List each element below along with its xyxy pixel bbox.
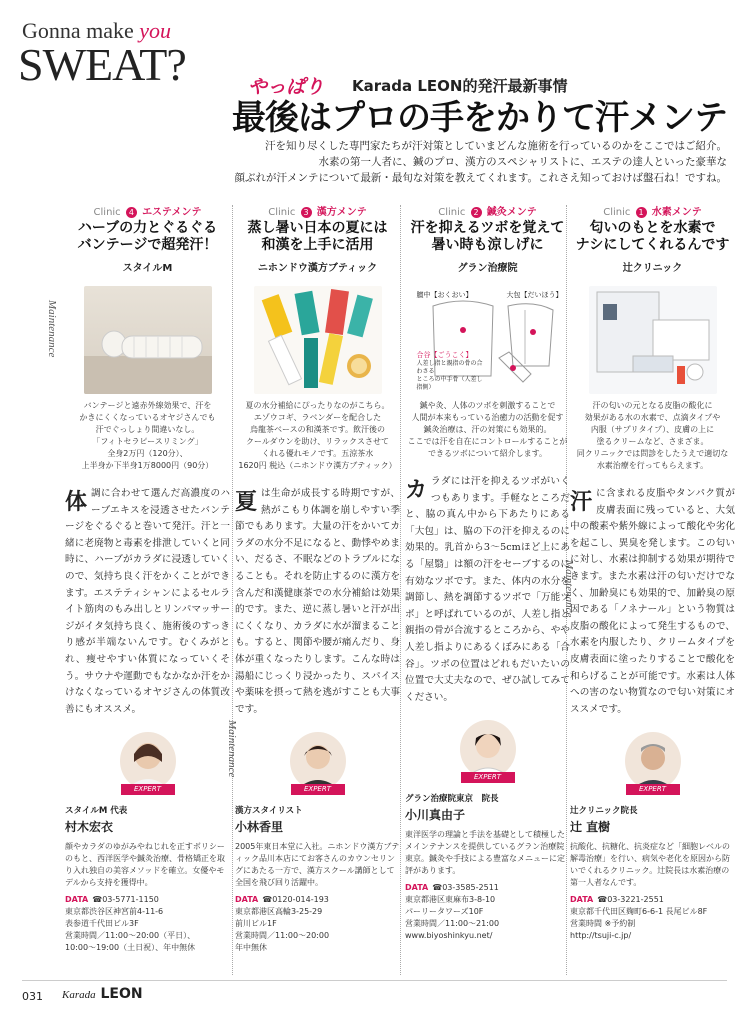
acupoint-diagram	[413, 286, 563, 394]
series-title-line1: Gonna make	[22, 18, 134, 43]
expert-badge: EXPERT	[461, 772, 515, 783]
expert-name: 村木宏衣	[65, 820, 114, 835]
tea-packages-illustration	[254, 286, 382, 394]
article-body: 体調に合わせて選んだ高濃度のハーブエキスを浸透させたバンテージをぐるぐると巻いて発汗。汗と一緒に老廃物と毒素を排泄していくと同時に、ハーブがカラダに浸透していくので、気持ち良く汗をかくことができます。エステティシャンによるセルライト筋肉のもみ出しとリンパマッサージがイタ気持ち良く、施術後のすっきり感が半端ないんです。むくみがとれ、痩せやすい体質になっていくそう。サウナや運動でもなかなか汗をかけなくなっているオヤジさんの体質改善にもオススメ。	[65, 488, 230, 715]
article-column	[235, 203, 400, 954]
clinic-name: スタイルM	[122, 263, 173, 274]
clinic-data: DATA ☎03-3221-2551 東京都千代田区麹町6-6-1 長尾ビル8F 営業時間 ※予約制 http://tsuji-c.jp/	[570, 895, 708, 941]
hydrogen-products-photo	[589, 286, 717, 394]
clinic-number-badge: 2	[471, 207, 482, 218]
expert-name: 辻 直樹	[570, 820, 611, 835]
photo-caption: 夏の水分補給にぴったりなのがこちら。 エゾウコギ、ラベンダーを配合した 烏龍茶ベースの和漢茶です。飲汗後の クールダウンを助け、リラックスさせて くれる優れモノです。五涼茶水 1620円 税込（ニホンドウ漢方ブティック）	[238, 401, 397, 470]
column-divider	[232, 205, 233, 975]
expert-description: 2005年東日本堂に入社。ニホンドウ漢方ブティック品川本店にてお客さんのカウンセリングにあたる一方で、漢方スクール講師として全国を飛び回り活躍中。	[235, 842, 400, 888]
expert-name: 小林香里	[235, 820, 284, 835]
photo-caption: 鍼や灸、人体のツボを刺激することで 人間が本来もっている治癒力の活動を促す 鍼灸治療は、汗の対策にも効果的。 ここでは汗を自在にコントロールすることが できるツボについて紹介します。	[407, 401, 568, 458]
expert-name: 小川真由子	[405, 808, 466, 823]
acupoint-label: 合谷【ごうこく】	[416, 351, 473, 359]
article-body: カラダには汗を抑えるツボがいくつもあります。手軽なところだと、脇の真ん中から下あたりにある「大包」は、脇の下の汗を抑えるのに効果的。乳首から3〜5cmほど上にある「屋翳」は額の汗をセーブするのに有効なツボです。また、体内の水分を調節し、熱を調節するツボで「万能ツボ」と呼ばれているのが、人差し指と親指の骨が合流するところから、やや人差し指よりにあるくぼみにある「合谷」。ツボの位置はどれもだいたいの位置で大丈夫なので、ぜひ試してみてください。	[405, 476, 570, 703]
expert-title: グラン治療院東京 院長	[405, 794, 499, 805]
expert-avatar	[460, 720, 516, 778]
lead-line: 顔ぶれが汗メンテについて最新・最旬な対策を教えてくれます。これさえ知っておけば盤石ね！ですね。	[234, 172, 727, 184]
lead-text	[232, 138, 727, 186]
clinic-number-badge: 1	[636, 207, 647, 218]
expert-badge: EXPERT	[121, 784, 175, 795]
portrait-icon	[290, 732, 346, 790]
hydrogen-packages-illustration	[589, 286, 717, 394]
article-column	[405, 203, 570, 942]
expert-badge: EXPERT	[291, 784, 345, 795]
column-title: 蒸し暑い日本の夏には 和漢を上手に活用	[247, 220, 388, 253]
drop-cap: 汗	[570, 489, 593, 515]
expert-avatar	[625, 732, 681, 790]
expert-title: スタイルM 代表	[65, 806, 128, 817]
clinic-genre: 水素メンテ	[651, 207, 702, 218]
article-body: 夏は生命が成長する時期ですが、熱がこもり体調を崩しやすい季節でもあります。大量の汗をかいてカラダの水分不足になると、動悸やめまい、だるさ、不眠などのトラブルになることも。それを防止するのに漢方を含んだ和漢健康茶での水分補給は効果的です。また、逆に蒸し暑いと汗が出にくくなり、カラダに水が溜まることも。すると、関節や腰が痛んだり、身体が重くなったりします。こんな時は湯船にじっくり浸かったり、スパイスや薬味を摂って熱を逃がすことも大事です。	[235, 488, 400, 715]
series-title-you: you	[139, 18, 172, 43]
expert-avatar	[290, 732, 346, 790]
expert-description: 東洋医学の理論と手法を基礎として積極したメインテナンスを提供しているグラン治療院東京。鍼灸や手技による豊富なメニューに定評があります。	[405, 830, 565, 876]
expert-avatar	[120, 732, 176, 790]
lead-line: 汗を知り尽くした専門家たちが汗対策としていまどんな施術を行っているのかをここではご紹介。	[265, 140, 727, 152]
headline-kicker: Karada LEON的発汗最新事情	[352, 77, 568, 95]
side-label: Maintenance	[563, 560, 575, 618]
expert-title: 漢方スタイリスト	[235, 806, 303, 817]
series-title-sweat: SWEAT?	[18, 39, 186, 90]
clinic-label: Clinic 1 水素メンテ	[603, 207, 702, 218]
clinic-label: Clinic 2 鍼灸メンテ	[438, 207, 537, 218]
clinic-data: DATA ☎0120-014-193 東京都港区高輪3-25-29 前川ビル1F 営業時間／11:00〜20:00 年中無休	[235, 895, 330, 953]
clinic-number-badge: 3	[301, 207, 312, 218]
footer-rule	[22, 980, 727, 981]
article-body: 汗に含まれる皮脂やタンパク質が皮膚表面に残っていると、大気中の酸素や紫外線によって酸化や劣化を起こし、異臭を発します。この匂いに対し、水素は抑制する効果が期待できます。また水素は汗の匂いだけでなく、加齢臭にも効果的で、加齢臭の原因である「ノネナール」という物質は皮脂の酸化によって発生するもので、水素を内服したり、クリームタイプを皮膚表面に塗ったりすることで酸化を和らげることが可能です。水素は人体への害のない物質なので匂い対策にオススメです。	[570, 488, 735, 715]
photo-caption: バンテージと遠赤外線効果で、汗を かきにくくなっているオヤジさんでも 汗でぐっしょり間違いなし。 「フィトセラピースリミング」 全身2万円（120分）、 上半身か下半身1万8000円（90分）	[79, 401, 216, 470]
portrait-icon	[120, 732, 176, 790]
column-title: 匂いのもとを水素で ナシにしてくれるんです	[575, 220, 730, 253]
expert-description: 抗酸化、抗糖化、抗炎症など「細胞レベルの解毒治療」を行い、病気や老化を原因から防いでくれるクリニック。辻院長は水素治療の第一人者なんです。	[570, 842, 730, 888]
side-label: Maintenance	[46, 300, 58, 358]
wrapped-person-illustration	[84, 286, 212, 394]
tea-products-photo	[254, 286, 382, 394]
photo-caption: 汗の匂いの元となる皮脂の酸化に 効果がある水の水素で、点滴タイプや 内服（サプリタイプ）、皮膚の上に 塗るクリームなど、さまざま。 同クリニックでは問診をしたうえで適切な 水素治療を行ってもらえます。	[576, 401, 729, 470]
clinic-name: ニホンドウ漢方ブティック	[257, 263, 378, 274]
clinic-genre: エステメンテ	[142, 207, 202, 218]
clinic-label: Clinic 4 エステメンテ	[93, 207, 202, 218]
clinic-name: 辻クリニック	[622, 263, 683, 274]
headline-kicker-accent: やっぱり	[248, 76, 325, 98]
clinic-data: DATA ☎03-5771-1150 東京都渋谷区神宮前4-11-6 表参道千代田ビル3F 営業時間／11:00〜20:00（平日）、 10:00〜19:00（土日祝）、年中無休	[65, 895, 196, 953]
expert-title: 辻クリニック院長	[570, 806, 638, 817]
column-title: ハーブの力とぐるぐる バンテージで超発汗！	[77, 220, 218, 253]
bandage-photo	[84, 286, 212, 394]
column-title: 汗を抑えるツボを覚えて 暑い時も涼しげに	[410, 220, 565, 253]
article-column	[65, 203, 230, 954]
page-number: 031	[22, 990, 43, 1003]
drop-cap: 体	[65, 489, 88, 515]
clinic-name: グラン治療院	[457, 263, 518, 274]
drop-cap: 夏	[235, 489, 258, 515]
acupoint-label: 大包【だいほう】	[506, 291, 563, 299]
clinic-data: DATA ☎03-3585-2511 東京都港区東麻布3-8-10 パーリータワーズ10F 営業時間／11:00〜21:00 www.biyoshinkyu.net/	[405, 883, 500, 941]
column-divider	[400, 205, 401, 975]
drop-cap: カ	[405, 477, 428, 503]
portrait-icon	[625, 732, 681, 790]
clinic-genre: 鍼灸メンテ	[486, 207, 537, 218]
expert-badge: EXPERT	[626, 784, 680, 795]
page-title: 最後はプロの手をかりて汗メンテ	[232, 98, 727, 138]
clinic-label: Clinic 3 漢方メンテ	[268, 207, 367, 218]
lead-line: 水素の第一人者に、鍼のプロ、漢方のスペシャリストに、エステの達人といった豪華な	[318, 156, 727, 168]
clinic-genre: 漢方メンテ	[316, 207, 367, 218]
acupoint-label: 膻中【おくおい】	[416, 291, 473, 299]
acupoint-note: 人差し指と親指の骨の合わさる ところの中手骨（人差し指側）	[416, 360, 483, 391]
side-label: Maintenance	[226, 720, 238, 778]
clinic-number-badge: 4	[126, 207, 137, 218]
expert-description: 顔やカラダのゆがみやねじれを正すボリシーのもと、西洋医学や鍼灸治療、骨格矯正を取り入れ独自の美容メソッドを確立。女優やモデルから支持を獲得中。	[65, 842, 225, 888]
article-column	[570, 203, 735, 942]
portrait-icon	[460, 720, 516, 778]
magazine-logo: Karada LEON	[62, 986, 143, 1002]
